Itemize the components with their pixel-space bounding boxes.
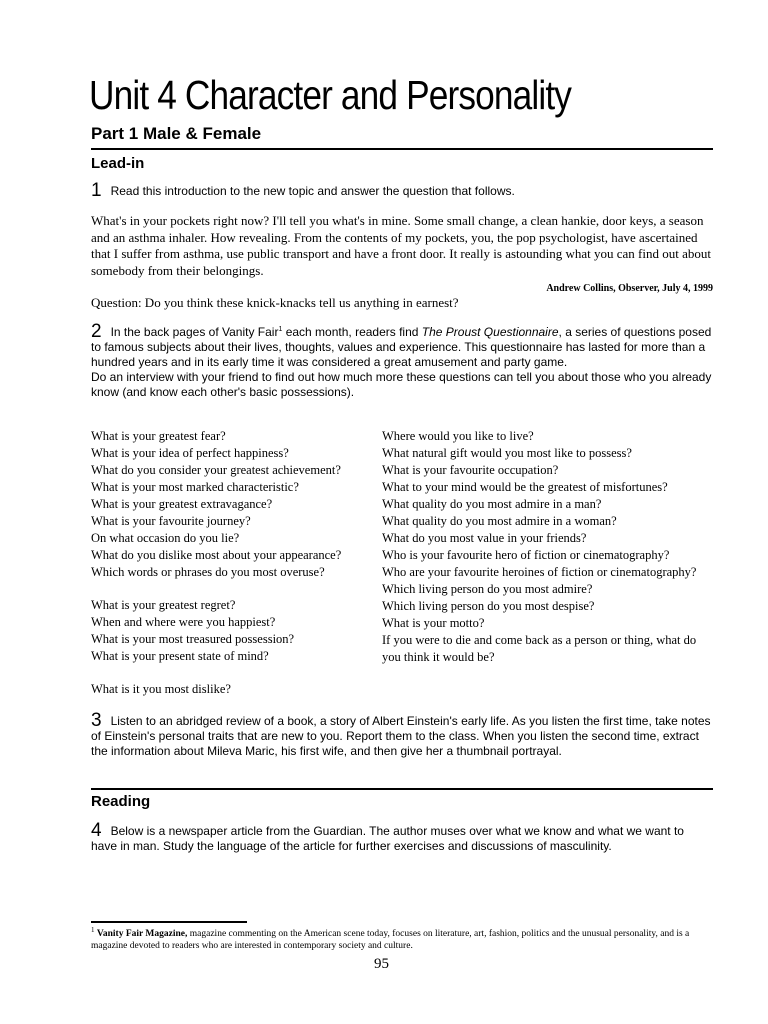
- list-item: What do you most value in your friends?: [382, 531, 587, 545]
- page-number: 95: [374, 956, 389, 972]
- list-item: What is your idea of perfect happiness?: [91, 446, 289, 460]
- task-number: 2: [91, 321, 102, 342]
- footnote-title: Vanity Fair Magazine,: [96, 929, 188, 939]
- questions-right: [382, 428, 713, 666]
- task-number: 1: [91, 180, 102, 201]
- list-item: What is your greatest extravagance?: [91, 497, 273, 511]
- task-number: 3: [91, 710, 102, 731]
- list-item: Which living person do you most admire?: [382, 582, 593, 596]
- list-item: What is your most treasured possession?: [91, 632, 295, 646]
- list-item: What quality do you most admire in a woman?: [382, 514, 617, 528]
- task-number: 4: [91, 820, 102, 841]
- list-item: What is your greatest regret?: [91, 598, 236, 612]
- task-4-text: 4 Below is a newspaper article from the Guardian. The author muses over what we know and what we want to have in man. Study the language of the article for further exercises and discussions of masculinity.: [91, 820, 684, 853]
- list-item: What do you consider your greatest achievement?: [91, 463, 341, 477]
- task-1-question: Question: Do you think these knick-knacks tell us anything in earnest?: [91, 295, 459, 310]
- list-item: What is your favourite journey?: [91, 514, 251, 528]
- list-item: What do you dislike most about your appearance?: [91, 548, 342, 562]
- footnote-divider: [91, 921, 247, 923]
- attribution: Andrew Collins, Observer, July 4, 1999: [546, 283, 713, 294]
- list-item: When and where were you happiest?: [91, 615, 276, 629]
- list-item: If you were to die and come back as a person or thing, what do you think it would be?: [382, 633, 697, 664]
- list-item: Who is your favourite hero of fiction or cinematography?: [382, 548, 670, 562]
- list-item: What is your present state of mind?: [91, 649, 269, 663]
- list-item: What quality do you most admire in a man?: [382, 497, 602, 511]
- list-item: Where would you like to live?: [382, 429, 534, 443]
- unit-title: Unit 4 Character and Personality: [89, 72, 572, 118]
- part-title: Part 1 Male & Female: [91, 124, 262, 143]
- list-item: What is your greatest fear?: [91, 429, 226, 443]
- proust-questionnaire-title: The Proust Questionnaire: [421, 325, 559, 339]
- reading-heading: Reading: [91, 793, 151, 810]
- lead-in-heading: Lead-in: [91, 155, 145, 172]
- task-1-passage: What's in your pockets right now? I'll tell you what's in mine. Some small change, a clean hankie, door keys, a season and an asthma inhaler. How revealing. From the contents of my pockets, you, the pop psychologist, have ascertained that I suffer from asthma, use public transport and have a front door. It really is astounding what you can find out about somebody from their belongings.: [91, 213, 711, 278]
- divider: [91, 788, 713, 790]
- list-item: Who are your favourite heroines of fiction or cinematography?: [382, 565, 697, 579]
- footnote: $^1$ Vanity Fair Magazine, magazine commenting on the American scene today, focuses on literature, art, fashion, politics and the unusual personality, and is a magazine devoted to readers who are interested in contemporary society and culture.: [91, 925, 690, 951]
- list-item: What to your mind would be the greatest of misfortunes?: [382, 480, 668, 494]
- footnote-marker: 1: [278, 326, 283, 333]
- list-item: Which words or phrases do you most overuse?: [91, 565, 325, 579]
- list-item: What is your motto?: [382, 616, 485, 630]
- list-item: What is your favourite occupation?: [382, 463, 559, 477]
- task-3-text: 3 Listen to an abridged review of a book, a story of Albert Einstein's early life. As you listen the first time, take notes of Einstein's personal traits that are new to you. Report them to the class. When you listen the second time, extract the information about Mileva Maric, his first wife, and then give her a thumbnail portrayal.: [91, 710, 711, 758]
- list-item: What is your most marked characteristic?: [91, 480, 299, 494]
- task-1-instruction: 1 Read this introduction to the new topic and answer the question that follows.: [91, 180, 515, 201]
- list-item: What is it you most dislike?: [91, 682, 231, 696]
- list-item: Which living person do you most despise?: [382, 599, 595, 613]
- list-item: On what occasion do you lie?: [91, 531, 240, 545]
- divider: [91, 148, 713, 150]
- list-item: What natural gift would you most like to possess?: [382, 446, 632, 460]
- task-2-text: 2 In the back pages of Vanity Fair$^1$ each month, readers find The Proust Questionnaire, a series of questions posed to famous subjects about their lives, thoughts, values and experience. This questionnaire has lasted for more than a hundred years and in its early time it was considered a great amusement and party game. Do an interview with your friend to find out how much more these questions can tell you about those who you already know (and know each other's basic possessions).: [91, 321, 712, 399]
- questions-left: [91, 428, 376, 698]
